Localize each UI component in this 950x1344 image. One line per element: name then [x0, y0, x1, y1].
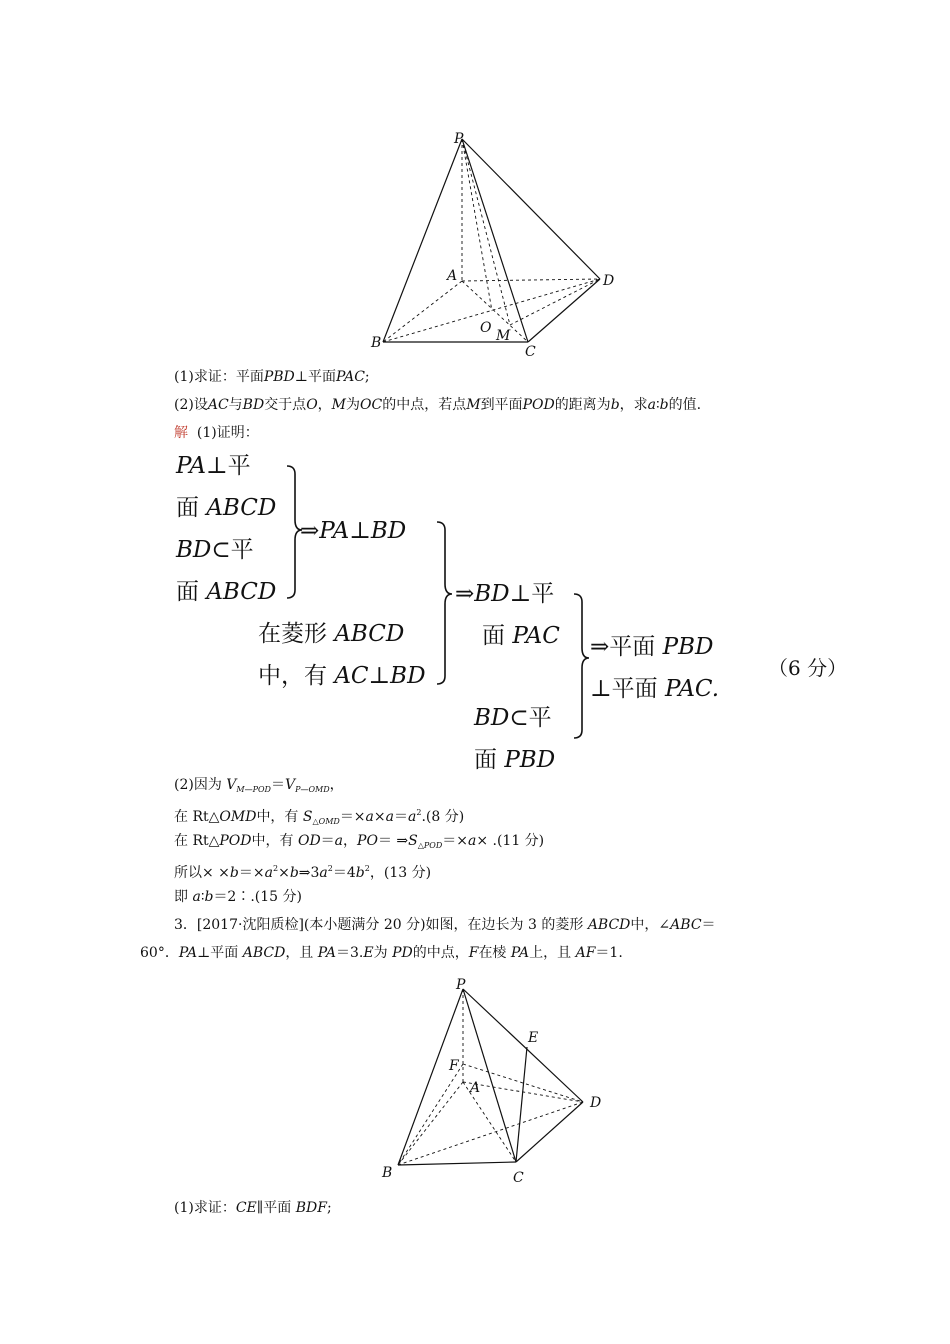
- label-O: O: [480, 320, 492, 336]
- question-2-part-1: (1)求证：平面PBD⊥平面PAC;: [174, 369, 370, 385]
- label-B: B: [382, 1165, 393, 1181]
- label-P: P: [456, 977, 466, 993]
- jie-label: 解: [174, 425, 188, 441]
- score-6: （6 分）: [768, 656, 848, 680]
- solution-heading: 解 (1)证明：: [174, 425, 259, 441]
- solution-line-equation: 所以× $\times b=\times a^2\times b\Rightarrow 3a^2=4b^2$，(13 分): [174, 864, 432, 881]
- label-C: C: [525, 344, 536, 360]
- label-M: M: [496, 328, 511, 344]
- solution-line-pod: 在 Rt△POD中，有 OD＝a，$PO= \Rightarrow S_{\triangle POD}=\times a\times .(11$ 分): [174, 833, 545, 850]
- problem-3-question-1: (1)求证：CE∥平面 BDF;: [174, 1200, 332, 1216]
- label-B: B: [371, 335, 382, 351]
- solution-line-answer: 即 a∶b＝2∶.(15 分): [174, 889, 302, 905]
- label-A: A: [470, 1080, 481, 1096]
- label-D: D: [590, 1095, 602, 1111]
- solution-line-omd: 在 Rt△OMD中，有 $S_{\triangle OMD}=\times a\times a=a^2.(8$ 分): [174, 808, 465, 826]
- figure-pyramid-2: [370, 972, 615, 1192]
- question-2-part-2: (2)设AC与BD交于点O，M为OC的中点，若点M到平面POD的距离为b，求a∶b的值.: [174, 397, 702, 413]
- label-F: F: [449, 1058, 459, 1074]
- problem-3-line-1: 3．[2017·沈阳质检](本小题满分 20 分)如图，在边长为 3 的菱形 ABCD中，∠ABC＝: [174, 917, 716, 933]
- problem-3-line-2: 60°．PA⊥平面 ABCD，且 PA＝3.E为 PD的中点，F在棱 PA上，且 AF＝1.: [140, 945, 623, 961]
- label-P: P: [454, 131, 464, 147]
- label-C: C: [513, 1170, 524, 1186]
- solution-line-volume: (2)因为 $V_{M—POD}=V_{P—OMD}$，: [174, 777, 344, 794]
- label-D: D: [603, 273, 615, 289]
- label-A: A: [447, 268, 458, 284]
- label-E: E: [528, 1030, 539, 1046]
